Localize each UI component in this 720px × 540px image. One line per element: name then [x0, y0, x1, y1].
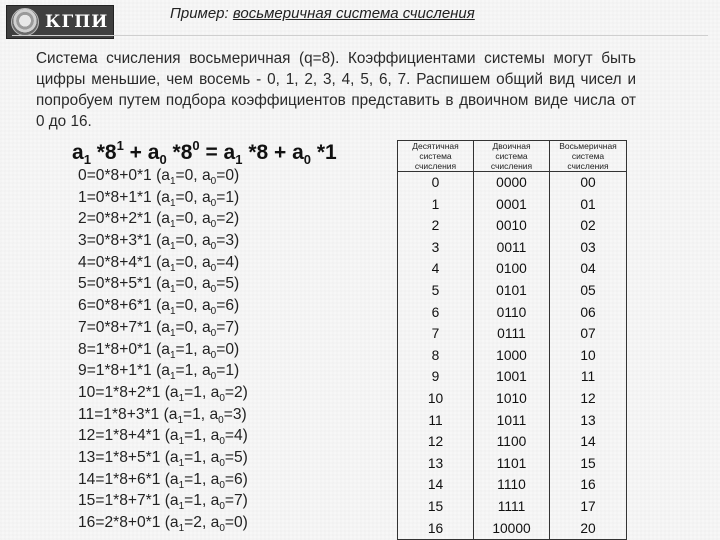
- example-expression: =1*8+5*1: [95, 448, 161, 466]
- cell-decimal: 1: [398, 194, 474, 216]
- table-header-row: [398, 141, 627, 172]
- example-a0: 3: [225, 232, 234, 250]
- example-row: 2=0*8+2*1 ($a_1=0$, $a_0=2$): [78, 210, 240, 231]
- table-row: [398, 410, 627, 432]
- emblem-icon: [11, 8, 39, 36]
- cell-decimal: 9: [398, 366, 474, 388]
- cell-octal: 03: [550, 237, 627, 259]
- example-expression: =0*8+2*1: [86, 210, 152, 228]
- example-row: 8=1*8+0*1 ($a_1=1$, $a_0=0$): [78, 340, 240, 361]
- cell-binary: 0110: [474, 302, 550, 324]
- example-row: 0=0*8+0*1 ($a_1=0$, $a_0=0$): [78, 167, 240, 187]
- cell-octal: 04: [550, 258, 627, 280]
- cell-octal: 01: [550, 194, 627, 216]
- example-number: 10: [78, 383, 96, 401]
- example-row: 13=1*8+5*1 ($a_1=1$, $a_0=5$): [78, 448, 248, 469]
- cell-octal: 05: [550, 280, 627, 302]
- example-expression: =0*8+3*1: [86, 232, 152, 250]
- example-a1: 0: [184, 253, 194, 271]
- cell-decimal: 3: [398, 237, 474, 259]
- example-a1: 0: [184, 232, 194, 250]
- example-a0: 2: [233, 383, 243, 401]
- example-number: 2: [78, 210, 87, 228]
- title-divider: [12, 35, 708, 36]
- example-number: 7: [78, 318, 87, 336]
- cell-binary: 1000: [474, 345, 550, 367]
- example-expression: =0*8+0*1: [86, 167, 152, 184]
- example-expression: =1*8+7*1: [95, 492, 161, 510]
- example-a0: 1: [225, 362, 234, 380]
- example-expression: =0*8+7*1: [86, 318, 152, 336]
- cell-decimal: 5: [398, 280, 474, 302]
- example-row: 15=1*8+7*1 ($a_1=1$, $a_0=7$): [78, 492, 248, 513]
- example-row: 12=1*8+4*1 ($a_1=1$, $a_0=4$): [78, 427, 248, 448]
- table-row: [398, 388, 627, 410]
- cell-octal: 16: [550, 474, 627, 496]
- cell-octal: 15: [550, 453, 627, 475]
- cell-decimal: 8: [398, 345, 474, 367]
- title-prefix: Пример:: [170, 5, 229, 22]
- example-a1: 1: [193, 448, 202, 466]
- example-a0: 4: [225, 253, 234, 271]
- general-formula: $a_1$ $*8^1 + a_0$ $*8^0 = a_1$ $*8 + a_0$ *1: [72, 138, 337, 167]
- example-a1: 1: [193, 383, 202, 401]
- example-number: 9: [78, 362, 87, 380]
- table-row: [398, 237, 627, 259]
- cell-binary: 0000: [474, 172, 550, 194]
- example-a0: 5: [233, 448, 243, 466]
- example-row: 5=0*8+5*1 ($a_1=0$, $a_0=5$): [78, 275, 240, 296]
- example-row: 7=0*8+7*1 ($a_1=0$, $a_0=7$): [78, 318, 240, 339]
- example-a1: 1: [192, 405, 201, 423]
- example-expression: =1*8+3*1: [94, 405, 160, 423]
- cell-binary: 1001: [474, 366, 550, 388]
- cell-decimal: 14: [398, 474, 474, 496]
- cell-binary: 0011: [474, 237, 550, 259]
- cell-octal: 07: [550, 323, 627, 345]
- example-row: 11=1*8+3*1 ($a_1=1$, $a_0=3$): [78, 405, 247, 426]
- example-number: 8: [78, 340, 87, 358]
- example-number: 11: [78, 405, 95, 423]
- title-main: восьмеричная система счисления: [232, 5, 475, 22]
- table-row: [398, 258, 627, 280]
- example-a1: 0: [184, 188, 194, 206]
- table-row: [398, 453, 627, 475]
- example-number: 3: [78, 232, 87, 250]
- example-a0: 6: [225, 297, 234, 315]
- cell-octal: 17: [550, 496, 627, 518]
- cell-octal: 11: [550, 366, 627, 388]
- example-a1: 0: [184, 318, 194, 336]
- conversion-table: [397, 140, 627, 540]
- cell-decimal: 4: [398, 258, 474, 280]
- cell-decimal: 12: [398, 431, 474, 453]
- example-a1: 0: [184, 297, 194, 315]
- cell-decimal: 15: [398, 496, 474, 518]
- example-a1: 2: [193, 514, 202, 531]
- example-row: 4=0*8+4*1 ($a_1=0$, $a_0=4$): [78, 253, 240, 274]
- example-a0: 4: [233, 427, 243, 445]
- cell-decimal: 0: [398, 172, 474, 194]
- example-number: 14: [78, 470, 96, 488]
- examples-list: [78, 167, 398, 536]
- example-row: 16=2*8+0*1 ($a_1=2$, $a_0=0$): [78, 514, 248, 534]
- example-number: 13: [78, 448, 96, 466]
- example-expression: =0*8+6*1: [86, 297, 152, 315]
- example-row: 3=0*8+3*1 ($a_1=0$, $a_0=3$): [78, 232, 240, 253]
- header-octal: Восьмеричная система счисления: [550, 141, 627, 172]
- cell-decimal: 16: [398, 518, 474, 540]
- example-number: 1: [78, 188, 87, 206]
- example-number: 16: [78, 514, 96, 531]
- example-row: 9=1*8+1*1 ($a_1=1$, $a_0=1$): [78, 362, 240, 383]
- example-number: 6: [78, 297, 87, 315]
- example-expression: =2*8+0*1: [95, 514, 161, 531]
- example-a0: 0: [233, 514, 243, 531]
- table-row: [398, 172, 627, 194]
- table-row: [398, 323, 627, 345]
- example-a1: 1: [184, 340, 194, 358]
- cell-binary: 1010: [474, 388, 550, 410]
- logo-text: КГПИ: [45, 12, 109, 32]
- cell-octal: 20: [550, 518, 627, 540]
- example-number: 15: [78, 492, 96, 510]
- header-decimal: Десятичная система счисления: [398, 141, 474, 172]
- cell-binary: 1100: [474, 431, 550, 453]
- cell-decimal: 13: [398, 453, 474, 475]
- cell-binary: 0111: [474, 323, 550, 345]
- example-row: 1=0*8+1*1 ($a_1=0$, $a_0=1$): [78, 188, 240, 209]
- example-a0: 2: [225, 210, 234, 228]
- cell-octal: 12: [550, 388, 627, 410]
- cell-binary: 10000: [474, 518, 550, 540]
- example-a0: 5: [225, 275, 234, 293]
- cell-binary: 0101: [474, 280, 550, 302]
- cell-octal: 10: [550, 345, 627, 367]
- example-a1: 1: [193, 492, 202, 510]
- example-expression: =1*8+6*1: [95, 470, 161, 488]
- table-body: [398, 172, 627, 540]
- example-row: 14=1*8+6*1 ($a_1=1$, $a_0=6$): [78, 470, 248, 491]
- table-row: [398, 366, 627, 388]
- example-a0: 0: [225, 167, 234, 184]
- cell-binary: 0100: [474, 258, 550, 280]
- cell-binary: 1101: [474, 453, 550, 475]
- cell-binary: 1110: [474, 474, 550, 496]
- table-row: [398, 194, 627, 216]
- example-a1: 0: [184, 167, 194, 184]
- cell-octal: 00: [550, 172, 627, 194]
- example-expression: =1*8+4*1: [95, 427, 161, 445]
- example-number: 5: [78, 275, 87, 293]
- cell-decimal: 11: [398, 410, 474, 432]
- example-a1: 1: [193, 427, 202, 445]
- example-number: 0: [78, 167, 87, 184]
- example-row: 6=0*8+6*1 ($a_1=0$, $a_0=6$): [78, 297, 240, 318]
- example-expression: =0*8+1*1: [86, 188, 152, 206]
- table-row: [398, 518, 627, 540]
- cell-binary: 0001: [474, 194, 550, 216]
- example-a1: 0: [184, 210, 194, 228]
- intro-paragraph: Система счисления восьмеричная (q=8). Коэффициентами системы могут быть цифры меньшие, чем восемь - 0, 1, 2, 3, 4, 5, 6, 7. Распишем общий вид чисел и попробуем путем подбора коэффициентов представить в двоичном виде числа от 0 до 16.: [36, 50, 636, 130]
- example-a1: 1: [193, 470, 202, 488]
- example-expression: =0*8+4*1: [86, 253, 152, 271]
- example-number: 4: [78, 253, 87, 271]
- cell-decimal: 6: [398, 302, 474, 324]
- cell-binary: 1111: [474, 496, 550, 518]
- example-expression: =1*8+2*1: [95, 383, 161, 401]
- cell-octal: 06: [550, 302, 627, 324]
- example-a0: 1: [225, 188, 234, 206]
- example-a0: 0: [225, 340, 234, 358]
- cell-octal: 13: [550, 410, 627, 432]
- table-row: [398, 474, 627, 496]
- institute-logo: [6, 5, 114, 39]
- example-row: 10=1*8+2*1 ($a_1=1$, $a_0=2$): [78, 383, 248, 404]
- example-expression: =1*8+0*1: [86, 340, 152, 358]
- cell-decimal: 7: [398, 323, 474, 345]
- cell-decimal: 2: [398, 215, 474, 237]
- table-row: [398, 302, 627, 324]
- cell-decimal: 10: [398, 388, 474, 410]
- table-row: [398, 280, 627, 302]
- example-expression: =1*8+1*1: [86, 362, 152, 380]
- cell-octal: 02: [550, 215, 627, 237]
- cell-octal: 14: [550, 431, 627, 453]
- example-a1: 0: [184, 275, 194, 293]
- example-a1: 1: [184, 362, 194, 380]
- example-a0: 7: [225, 318, 234, 336]
- example-number: 12: [78, 427, 96, 445]
- cell-binary: 1011: [474, 410, 550, 432]
- example-a0: 6: [233, 470, 243, 488]
- example-a0: 3: [232, 405, 242, 423]
- slide-title: [170, 5, 475, 22]
- cell-binary: 0010: [474, 215, 550, 237]
- example-expression: =0*8+5*1: [86, 275, 152, 293]
- header-binary: Двоичная система счисления: [474, 141, 550, 172]
- table-row: [398, 345, 627, 367]
- table-row: [398, 215, 627, 237]
- example-a0: 7: [233, 492, 243, 510]
- table-row: [398, 431, 627, 453]
- table-row: [398, 496, 627, 518]
